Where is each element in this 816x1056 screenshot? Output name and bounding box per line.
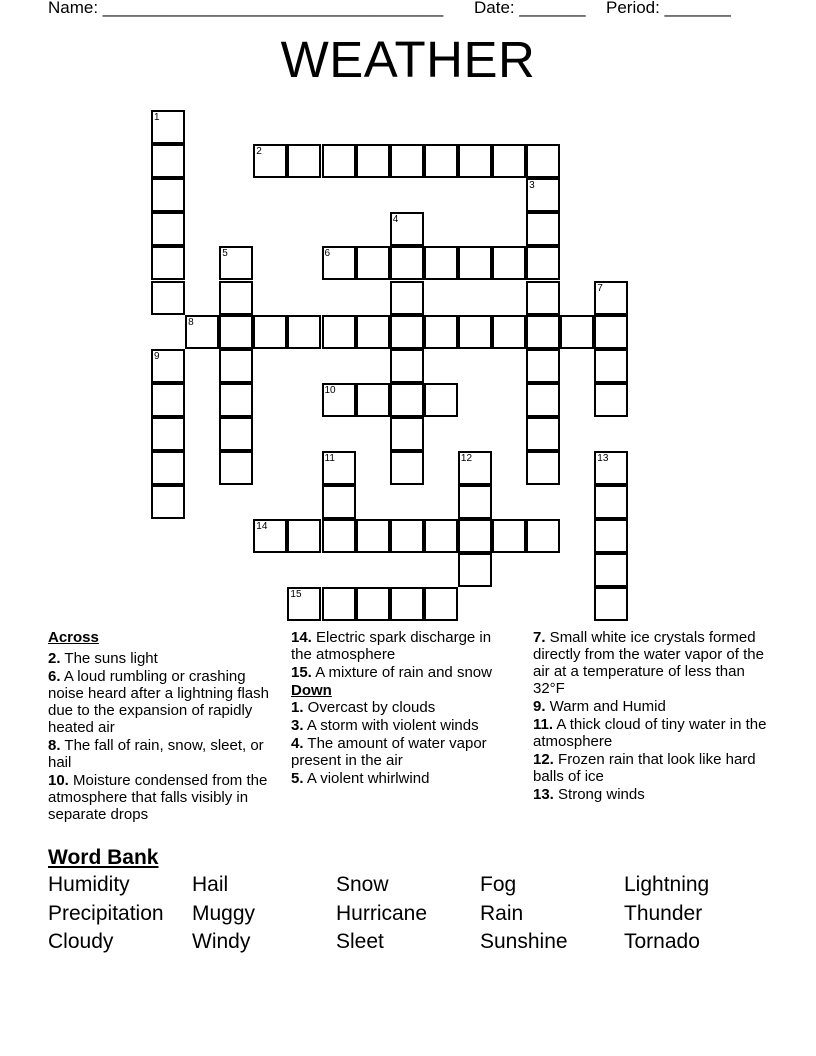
word-bank-item: Humidity (48, 873, 130, 896)
word-bank-item: Cloudy (48, 930, 114, 953)
grid-cell[interactable] (390, 587, 424, 621)
clue-text: Strong winds (553, 786, 645, 803)
grid-cell[interactable] (390, 315, 424, 349)
clue-text: A storm with violent winds (303, 717, 479, 734)
grid-cell[interactable] (594, 485, 628, 519)
grid-cell[interactable] (390, 451, 424, 485)
word-bank-item: Muggy (192, 902, 256, 925)
grid-cell[interactable] (594, 281, 628, 315)
grid-cell[interactable] (458, 485, 492, 519)
grid-cell[interactable] (356, 587, 390, 621)
grid-cell[interactable] (219, 383, 253, 417)
clue-text: A loud rumbling or crashing noise heard after a lightning flash due to the expansion of rapidly heated air (48, 668, 269, 736)
clue-number: 1. (291, 699, 304, 716)
clue-number: 6. (48, 668, 61, 685)
grid-cell[interactable] (458, 144, 492, 178)
grid-cell[interactable] (219, 417, 253, 451)
grid-cell[interactable] (594, 315, 628, 349)
down-heading: Down (291, 682, 332, 699)
grid-cell[interactable] (390, 212, 424, 246)
clue (291, 735, 513, 769)
word-bank-item: Precipitation (48, 902, 164, 925)
period-field[interactable]: Period: _______ (606, 0, 731, 17)
clue-text: Moisture condensed from the atmosphere that falls visibly in separate drops (48, 772, 268, 823)
grid-cell[interactable] (594, 451, 628, 485)
clue-text: A violent whirlwind (303, 770, 430, 787)
word-bank-item: Lightning (624, 873, 710, 896)
grid-cell[interactable] (322, 451, 356, 485)
grid-cell[interactable] (287, 519, 321, 553)
grid-cell[interactable] (356, 315, 390, 349)
grid-cell[interactable] (492, 519, 526, 553)
grid-cell[interactable] (185, 315, 219, 349)
word-bank-title: Word Bank (48, 846, 159, 869)
grid-cell[interactable] (560, 315, 594, 349)
clue (291, 629, 513, 663)
grid-cell[interactable] (390, 349, 424, 383)
word-bank-item: Fog (480, 873, 517, 896)
grid-cell[interactable] (322, 519, 356, 553)
clue (48, 772, 284, 823)
clue (533, 698, 769, 715)
grid-cell[interactable] (424, 144, 458, 178)
clue-text: The suns light (60, 650, 158, 667)
grid-cell[interactable] (287, 315, 321, 349)
grid-cell[interactable] (322, 246, 356, 280)
clue-text: Small white ice crystals formed directly from the water vapor of the air at a temperature of less than 32°F (533, 629, 764, 697)
clue (533, 751, 769, 785)
grid-cell[interactable] (526, 451, 560, 485)
clue-text: The fall of rain, snow, sleet, or hail (48, 737, 264, 771)
clue-number: 9. (533, 698, 546, 715)
grid-cell[interactable] (390, 144, 424, 178)
grid-cell[interactable] (458, 246, 492, 280)
grid-cell[interactable] (458, 451, 492, 485)
grid-cell[interactable] (151, 485, 185, 519)
clue-number: 9 (154, 350, 160, 362)
grid-cell[interactable] (594, 383, 628, 417)
clue-number: 12. (533, 751, 554, 768)
grid-cell[interactable] (253, 144, 287, 178)
clue-text: Warm and Humid (545, 698, 666, 715)
clue (533, 629, 769, 697)
grid-cell[interactable] (287, 144, 321, 178)
clue-number: 6 (324, 248, 331, 260)
grid-cell[interactable] (526, 246, 560, 280)
clue-text: Overcast by clouds (303, 699, 436, 716)
clue-number: 3. (291, 717, 304, 734)
grid-cell[interactable] (424, 246, 458, 280)
clue-number: 10 (324, 384, 336, 396)
across-heading: Across (48, 629, 99, 646)
page-title: WEATHER (280, 31, 536, 88)
clue (48, 650, 284, 667)
clue-number: 11. (533, 716, 554, 733)
grid-cell[interactable] (424, 587, 458, 621)
grid-cell[interactable] (594, 553, 628, 587)
grid-cell[interactable] (219, 281, 253, 315)
grid-cell[interactable] (219, 349, 253, 383)
grid-cell[interactable] (594, 349, 628, 383)
grid-cell[interactable] (390, 246, 424, 280)
grid-cell[interactable] (492, 144, 526, 178)
clue-number: 4. (291, 735, 304, 752)
grid-cell[interactable] (458, 519, 492, 553)
clue-text: The amount of water vapor present in the air (291, 735, 487, 769)
clue (291, 717, 513, 734)
clue-number: 12 (460, 453, 473, 464)
grid-cell[interactable] (526, 144, 560, 178)
grid-cell[interactable] (458, 553, 492, 587)
clue-number: 1 (154, 112, 160, 123)
grid-cell[interactable] (151, 451, 185, 485)
word-bank-item: Rain (480, 902, 524, 925)
grid-cell[interactable] (322, 315, 356, 349)
date-field[interactable]: Date: _______ (474, 0, 586, 17)
grid-cell[interactable] (151, 246, 185, 280)
grid-cell[interactable] (526, 519, 560, 553)
grid-cell[interactable] (356, 383, 390, 417)
clues-column-1 (48, 629, 284, 824)
grid-cell[interactable] (594, 587, 628, 621)
clue-number: 13 (597, 453, 609, 464)
grid-cell[interactable] (458, 315, 492, 349)
clue (48, 737, 284, 771)
word-bank-item: Hurricane (336, 902, 428, 925)
grid-cell[interactable] (390, 383, 424, 417)
grid-cell[interactable] (356, 144, 390, 178)
grid-cell[interactable] (390, 417, 424, 451)
word-bank-item: Windy (192, 930, 251, 953)
word-bank-item: Snow (336, 873, 389, 896)
grid-cell[interactable] (526, 417, 560, 451)
grid-cell[interactable] (151, 110, 185, 144)
clue (48, 668, 284, 736)
word-bank-item: Sleet (336, 930, 384, 953)
clue-number: 15. (291, 664, 312, 681)
grid-cell[interactable] (151, 281, 185, 315)
grid-cell[interactable] (594, 519, 628, 553)
grid-cell[interactable] (219, 451, 253, 485)
grid-cell[interactable] (526, 281, 560, 315)
grid-cell[interactable] (151, 383, 185, 417)
grid-cell[interactable] (526, 212, 560, 246)
grid-cell[interactable] (526, 383, 560, 417)
clue-number: 2 (256, 146, 262, 158)
grid-cell[interactable] (219, 315, 253, 349)
clues-column-3 (533, 629, 769, 804)
clue-number: 15 (290, 589, 302, 601)
clue-number: 4 (392, 214, 399, 226)
clue-number: 10. (48, 772, 69, 789)
clue-text: Electric spark discharge in the atmosphere (291, 629, 492, 663)
clue-number: 3 (529, 180, 535, 192)
grid-cell[interactable] (492, 315, 526, 349)
clue-text: A mixture of rain and snow (311, 664, 492, 681)
grid-cell[interactable] (424, 519, 458, 553)
grid-cell[interactable] (356, 246, 390, 280)
grid-cell[interactable] (424, 315, 458, 349)
grid-cell[interactable] (526, 178, 560, 212)
clue (291, 699, 513, 716)
clue-text: Frozen rain that look like hard balls of ice (533, 751, 756, 785)
clue-number: 13. (533, 786, 554, 803)
grid-cell[interactable] (253, 315, 287, 349)
clue-number: 2. (48, 650, 61, 667)
clue (533, 786, 769, 803)
clue-text: A thick cloud of tiny water in the atmosphere (533, 716, 767, 750)
grid-cell[interactable] (322, 485, 356, 519)
grid-cell[interactable] (253, 519, 287, 553)
grid-cell[interactable] (390, 281, 424, 315)
grid-cell[interactable] (151, 178, 185, 212)
grid-cell[interactable] (322, 144, 356, 178)
grid-cell[interactable] (322, 587, 356, 621)
grid-cell[interactable] (151, 349, 185, 383)
clue-number: 14 (256, 521, 268, 533)
grid-cell[interactable] (526, 349, 560, 383)
clue-number: 5. (291, 770, 304, 787)
word-bank-item: Hail (192, 873, 229, 896)
grid-cell[interactable] (151, 212, 185, 246)
clues-column-2 (291, 629, 513, 788)
grid-cell[interactable] (151, 144, 185, 178)
grid-cell[interactable] (356, 519, 390, 553)
clue-number: 8 (188, 316, 194, 328)
clue-number: 8. (48, 737, 61, 754)
name-field[interactable]: Name: ____________________________________ (48, 0, 444, 17)
clue-number: 5 (222, 248, 228, 260)
word-bank-item: Sunshine (480, 930, 568, 953)
clue-number: 7. (533, 629, 546, 646)
clue (291, 664, 513, 681)
word-bank-item: Thunder (624, 902, 703, 925)
clue-number: 7 (597, 282, 603, 294)
clue (291, 770, 513, 787)
word-bank-item: Tornado (624, 930, 700, 953)
grid-cell[interactable] (390, 519, 424, 553)
grid-cell[interactable] (219, 246, 253, 280)
grid-cell[interactable] (287, 587, 321, 621)
grid-cell[interactable] (526, 315, 560, 349)
grid-cell[interactable] (492, 246, 526, 280)
grid-cell[interactable] (151, 417, 185, 451)
clue-number: 11 (324, 453, 335, 464)
grid-cell[interactable] (424, 383, 458, 417)
clue (533, 716, 769, 750)
grid-cell[interactable] (322, 383, 356, 417)
clue-number: 14. (291, 629, 312, 646)
